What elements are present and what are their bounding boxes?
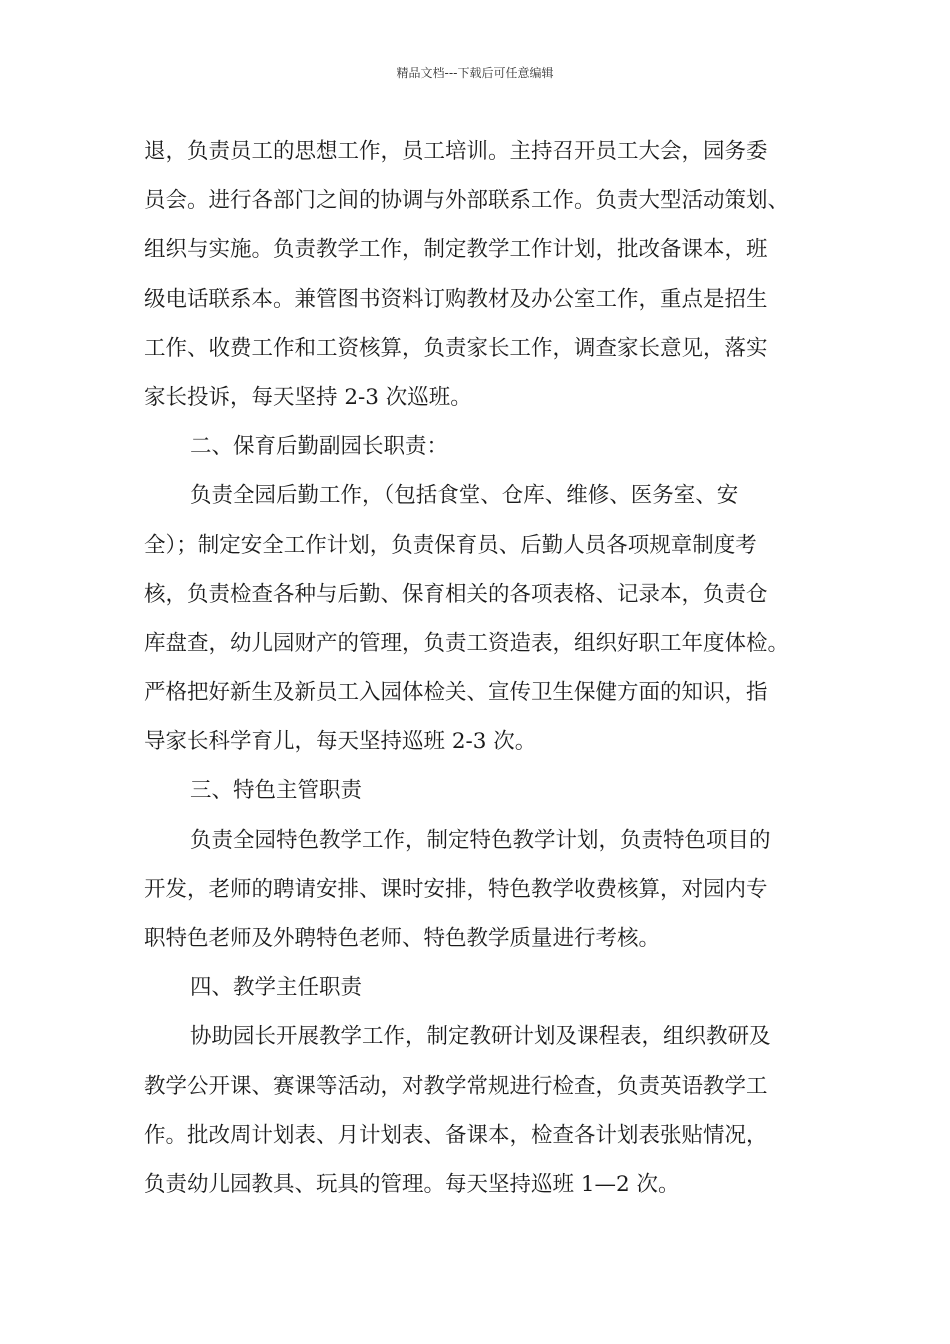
text-line: 库盘查，幼儿园财产的管理，负责工资造表，组织好职工年度体检。 (144, 630, 790, 656)
text-line: 四、教学主任职责 (190, 975, 363, 1001)
text-line: 职特色老师及外聘特色老师、特色教学质量进行考核。 (144, 926, 661, 951)
text-line: 全）；制定安全工作计划，负责保育员、后勤人员各项规章制度考 (144, 532, 757, 558)
text-line: 退，负责员工的思想工作，员工培训。主持召开员工大会，园务委 (144, 139, 768, 164)
text-line: 核，负责检查各种与后勤、保育相关的各项表格、记录本，负责仓 (144, 581, 768, 607)
text-line: 负责全园特色教学工作，制定特色教学计划，负责特色项目的 (190, 827, 771, 853)
text-line: 教学公开课、赛课等活动，对教学常规进行检查，负责英语教学工 (144, 1073, 768, 1099)
text-line: 严格把好新生及新员工入园体检关、宣传卫生保健方面的知识，指 (144, 680, 768, 706)
text-line: 工作、收费工作和工资核算，负责家长工作，调查家长意见，落实 (144, 335, 768, 361)
text-line: 三、特色主管职责 (190, 778, 363, 804)
text-line: 协助园长开展教学工作，制定教研计划及课程表，组织教研及 (190, 1024, 771, 1050)
text-line: 家长投诉，每天坚持 2-3 次巡班。 (144, 384, 472, 410)
text-line: 级电话联系本。兼管图书资料订购教材及办公室工作，重点是招生 (144, 286, 768, 312)
text-line: 作。批改周计划表、月计划表、备课本，检查各计划表张贴情况， (144, 1122, 768, 1148)
text-line: 组织与实施。负责教学工作，制定教学工作计划，批改备课本，班 (144, 237, 768, 263)
text-line: 员会。进行各部门之间的协调与外部联系工作。负责大型活动策划、 (144, 188, 790, 214)
text-line: 二、保育后勤副园长职责： (190, 434, 449, 460)
text-line: 导家长科学育儿，每天坚持巡班 2-3 次。 (144, 729, 537, 755)
text-line: 开发，老师的聘请安排、课时安排，特色教学收费核算，对园内专 (144, 876, 768, 902)
document-body (144, 127, 824, 1209)
page-header: 精品文档---下载后可任意编辑 (396, 66, 554, 80)
text-line: 负责幼儿园教具、玩具的管理。每天坚持巡班 1—2 次。 (144, 1171, 680, 1197)
text-line: 负责全园后勤工作，（包括食堂、仓库、维修、医务室、安 (190, 483, 739, 509)
